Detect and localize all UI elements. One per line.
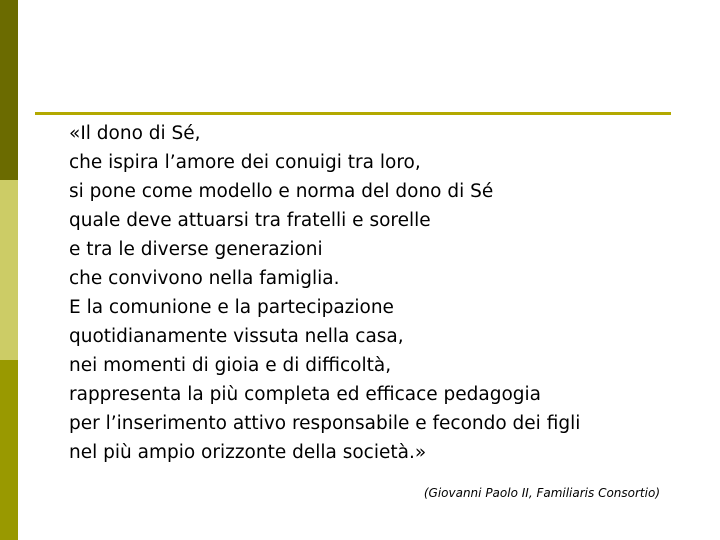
quote-line: che ispira l’amore dei conuigi tra loro, [69, 152, 421, 173]
side-accent-bar-middle [0, 180, 18, 360]
side-accent-bar-bottom [0, 360, 18, 540]
quote-line: «Il dono di Sé, [69, 123, 201, 144]
quote-line: e tra le diverse generazioni [69, 239, 323, 260]
quote-line: quotidianamente vissuta nella casa, [69, 326, 404, 347]
quote-line: E la comunione e la partecipazione [69, 297, 394, 318]
quote-line: si pone come modello e norma del dono di Sé [69, 181, 494, 202]
quote-line: nel più ampio orizzonte della società.» [69, 442, 427, 463]
side-accent-bar-top [0, 0, 18, 180]
quote-text [69, 119, 689, 467]
quote-line: per l’inserimento attivo responsabile e fecondo dei figli [69, 413, 581, 434]
title-divider-rule [35, 112, 671, 115]
quote-line: che convivono nella famiglia. [69, 268, 340, 289]
quote-line: quale deve attuarsi tra fratelli e sorelle [69, 210, 431, 231]
quote-line: nei momenti di gioia e di difficoltà, [69, 355, 392, 376]
quote-citation: (Giovanni Paolo II, Familiaris Consortio) [423, 486, 660, 500]
quote-line: rappresenta la più completa ed efficace pedagogia [69, 384, 542, 405]
